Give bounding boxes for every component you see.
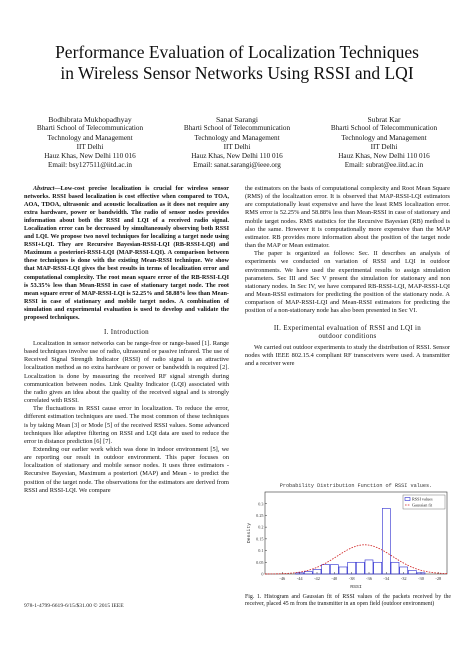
y-tick-label: 0.3 bbox=[258, 501, 264, 507]
right-paragraph-1: the estimators on the basis of computational complexity and Root Mean Square (RMS) of the localization error. It is observed that MAP-RSSI-LQI estimators are computationally least expensive and have the least RMS localization error. RMS error is 52.25% and 58.88% less than Mean-RSSI in case of stationary and mobile target nodes. RMS statistics for the Recursive Bayesian (RB) method is also the same. However it is computationally more expensive than the MAP estimator. RB provides more information about the position of the target node than the MAP or Mean estimator. bbox=[245, 185, 450, 250]
paper-title bbox=[24, 42, 450, 84]
x-tick-label: -34 bbox=[383, 576, 390, 581]
author-affiliation: IIT Delhi bbox=[370, 142, 398, 151]
y-tick-label: 0.2 bbox=[258, 524, 264, 530]
author-affiliation: Bharti School of Telecommunication bbox=[36, 124, 144, 133]
x-tick-label: -40 bbox=[331, 576, 338, 581]
y-tick-label: 0 bbox=[261, 571, 264, 577]
author-3 bbox=[318, 115, 450, 171]
author-address: Hauz Khas, New Delhi 110 016 bbox=[191, 152, 283, 161]
author-affiliation: Technology and Management bbox=[194, 133, 280, 142]
author-name: Sanat Sarangi bbox=[216, 115, 258, 124]
author-email: Email: sanat.sarangi@ieee.org bbox=[193, 161, 281, 170]
x-tick-label: -44 bbox=[296, 576, 303, 581]
y-tick-label: 0.25 bbox=[256, 513, 264, 519]
y-tick-label: 0.05 bbox=[256, 559, 264, 565]
x-tick-label: -36 bbox=[366, 576, 372, 581]
author-name: Bodhibrata Mukhopadhyay bbox=[48, 115, 132, 124]
x-tick-label: -32 bbox=[400, 576, 407, 581]
section-heading-experimental bbox=[245, 324, 450, 340]
author-address: Hauz Khas, New Delhi 110 016 bbox=[44, 152, 136, 161]
author-address: Hauz Khas, New Delhi 110 016 bbox=[338, 152, 430, 161]
abstract bbox=[24, 185, 229, 322]
x-axis-label: RSSI bbox=[350, 585, 362, 590]
figure-1 bbox=[245, 480, 451, 590]
section-heading-line-1: II. Experimental evaluation of RSSI and LQI in bbox=[273, 323, 422, 332]
y-axis-label: Density bbox=[247, 522, 252, 544]
x-tick-label: -38 bbox=[348, 576, 355, 581]
author-affiliation: Technology and Management bbox=[47, 133, 133, 142]
abstract-text: —Low-cost precise localization is crucial for wireless sensor networks. RSSI based localization is cost effective when compared to TOA, AOA, TDOA, ultrasonic and acoustic localization as it does not require any extra hardware, power or bandwidth. The radio of sensor nodes provides information about both the RSSI and LQI of a received radio signal. Localization error can be decreased by simultaneously observing both RSSI and LQI. We propose two novel techniques for localizing a target node using RSSI+LQI. They are Recursive Bayesian-RSSI-LQI (RB-RSSI-LQI) and Maximum a posteriori-RSSI-LQI (MAP-RSSI-LQI). A comparison between these techniques is done with the existing Mean-RSSI technique. We show that MAP-RSSI-LQI gives the best results in terms of localization error and computational complexity. The root mean square error of the RB-RSSI-LQI is 53.35% less than Mean-RSSI in case of stationary target node. The root mean square error of MAP-RSSI-LQI is 52.25% and 58.88% less than Mean-RSSI in case of stationary and mobile target nodes. A combination of simulation and experimental evaluation is used to develop and validate the proposed techniques. bbox=[24, 185, 229, 321]
y-tick-label: 0.1 bbox=[258, 548, 264, 554]
x-tick-label: -28 bbox=[435, 576, 442, 581]
title-line-1: Performance Evaluation of Localization Techniques bbox=[55, 42, 419, 62]
x-tick-label: -30 bbox=[418, 576, 424, 581]
abstract-lead: Abstract bbox=[33, 185, 55, 192]
right-paragraph-2: The paper is organized as follows: Sec. II describes an analysis of experiments we conducted on variation of RSSI and LQI in outdoor environments. We have used the experimental results to assign simulation parameters. Sec III and Sec V present the simulation for stationary and non stationary nodes. In Sec IV, we have compared RB-RSSI-LQI, MAP-RSSI-LQI and Mean-RSSI estimators for predicting the position of the stationary node. A comparison of MAP-RSSI-LQI and Mean-RSSI estimators for predicting the position of a non-stationary node has also been presented in Sec VI. bbox=[245, 250, 450, 315]
title-line-2: in Wireless Sensor Networks Using RSSI and LQI bbox=[60, 63, 414, 83]
sec2-paragraph-1: We carried out outdoor experiments to study the distribution of RSSI. Sensor nodes with IEEE 802.15.4 compliant RF transceivers were used. A transmitter and a receiver were bbox=[245, 343, 450, 368]
legend-label-gaussian: Gaussian fit bbox=[412, 502, 433, 508]
page-footer: 978-1-4799-6619-6/15/$31.00 © 2015 IEEE bbox=[24, 603, 124, 609]
x-tick-label: -42 bbox=[314, 576, 320, 581]
intro-paragraph-2: The fluctuations in RSSI cause error in localization. To reduce the error, different estimation techniques are used. The most common of these techniques is by taking Mean [3] or Mode [5] of the received RSSI values. Some advanced techniques like adaptive filtering on RSSI and LQI data are used to reduce the error in distance prediction [6] [7]. bbox=[24, 405, 229, 445]
x-tick-label: -46 bbox=[279, 576, 286, 581]
author-affiliation: Bharti School of Telecommunication bbox=[183, 124, 291, 133]
rssi-histogram-chart bbox=[245, 480, 451, 590]
author-name: Subrat Kar bbox=[367, 115, 401, 124]
author-affiliation: Bharti School of Telecommunication bbox=[330, 124, 438, 133]
chart-title: Probability Distribution Function of RSSI values. bbox=[279, 483, 433, 489]
right-column bbox=[245, 185, 450, 368]
author-block bbox=[24, 115, 450, 175]
section-heading-introduction: I. Introduction bbox=[104, 327, 149, 336]
author-affiliation: IIT Delhi bbox=[76, 142, 104, 151]
intro-paragraph-3: Extending our earlier work which was done in indoor environment [5], we are reporting our result in outdoor environment. This paper focuses on localization of stationary and mobile sensor nodes. It uses three estimators - Recursive Bayesian, Maximum a posteriori (MAP) and Mean - to predict the position of the target node. The observations for the estimators are derived from RSSI and RSSI-LQI. We compare bbox=[24, 445, 229, 494]
author-1 bbox=[24, 115, 156, 171]
author-affiliation: IIT Delhi bbox=[223, 142, 251, 151]
left-column bbox=[24, 185, 229, 495]
author-affiliation: Technology and Management bbox=[341, 133, 427, 142]
author-email: Email: bsy127511@iitd.ac.in bbox=[47, 161, 132, 170]
author-2 bbox=[171, 115, 303, 171]
figure-caption: Fig. 1. Histogram and Gaussian fit of RSSI values of the packets received by the receiver, placed 45 m from the transmitter in an open field (outdoor environment) bbox=[245, 594, 451, 608]
intro-paragraph-1: Localization in sensor networks can be range-free or range-based [1]. Range based techniques involve use of radio, ultrasound or passive infrared. The use of Received Signal Strength Indicator (RSSI) of radio signal is an attractive localization method as no extra hardware or power or bandwidth is required [2]. Localization is done by measuring the received RF signal strength during communication between nodes. Link Quality Indicator (LQI) associated with the radio gives an idea about the quality of the received signal and is strongly correlated with RSSI. bbox=[24, 339, 229, 405]
author-email: Email: subrat@ee.iitd.ac.in bbox=[344, 161, 424, 170]
legend-label-histogram: RSSI values bbox=[412, 496, 433, 502]
section-heading-line-2: outdoor conditions bbox=[318, 331, 377, 340]
y-tick-label: 0.15 bbox=[256, 536, 264, 542]
